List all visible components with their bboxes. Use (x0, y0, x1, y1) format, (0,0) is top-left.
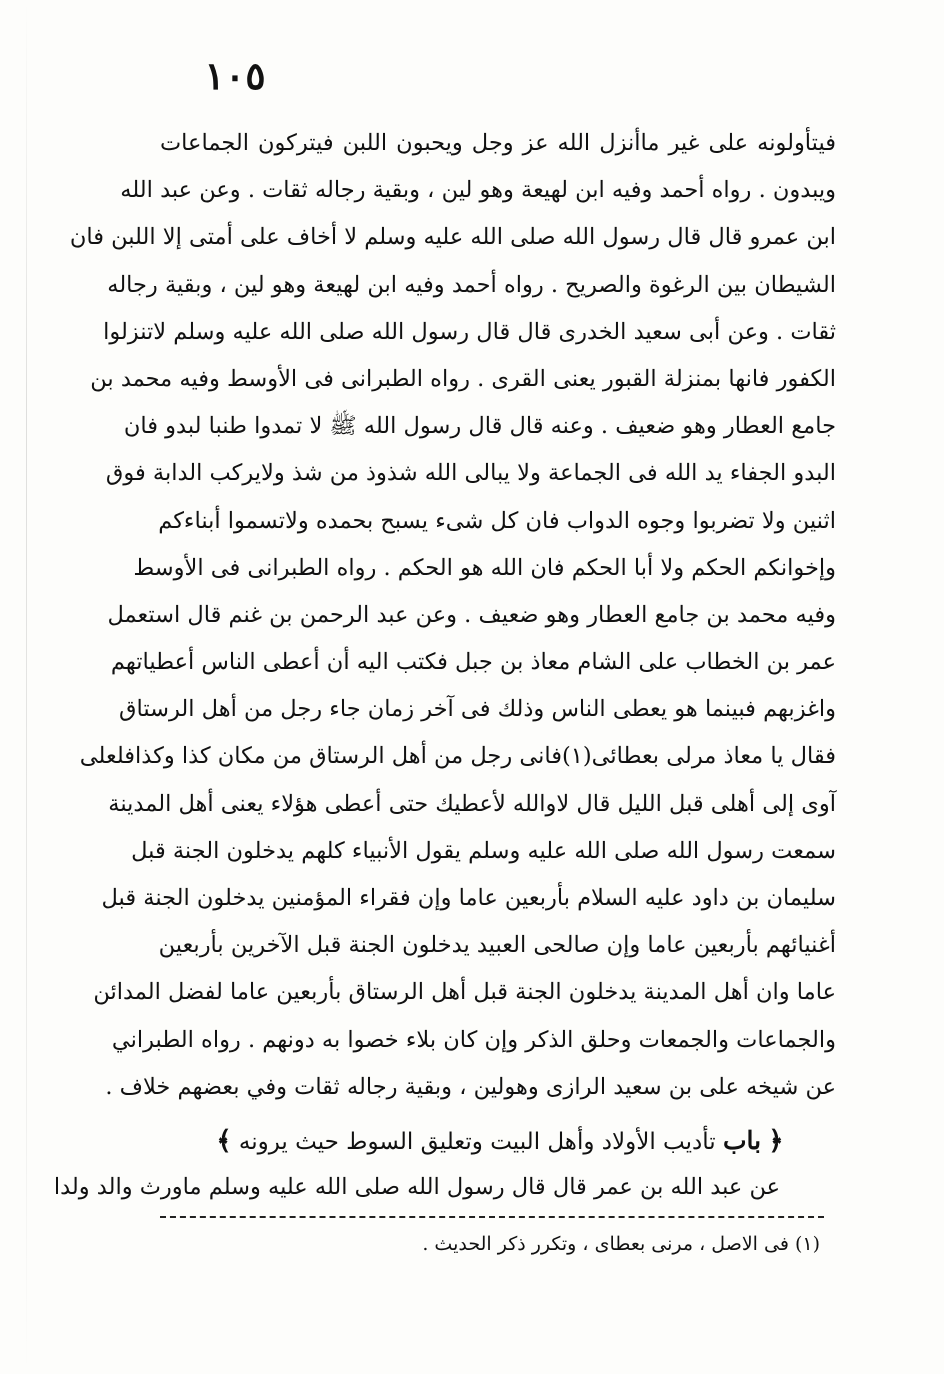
chapter-label: باب (722, 1126, 762, 1155)
page-number: ١٠٥ (204, 53, 266, 98)
text-line: عن شيخه على بن سعيد الرازى وهولين ، وبقية رجاله ثقات وفي بعضهم خلاف . (105, 1073, 836, 1100)
footnote-divider (160, 1216, 824, 1218)
text-line: ثقات . وعن أبى سعيد الخدرى قال قال رسول الله صلى الله عليه وسلم لاتنزلوا (103, 318, 836, 345)
text-line: عمر بن الخطاب على الشام معاذ بن جبل فكتب اليه أن أعطى الناس أعطياتهم (110, 649, 836, 676)
text-line: عاما وان أهل المدينة يدخلون الجنة قبل أهل الرستاق بأربعين عاما لفضل المدائن (93, 979, 836, 1006)
text-line: اثنين ولا تضربوا وجوه الدواب فان كل شىء يسبح بحمده ولاتسموا أبناءكم (158, 507, 836, 534)
text-line: فيتأولونه على غير ماأنزل الله عز وجل ويحبون اللبن فيتركون الجماعات (160, 130, 836, 156)
body-text (69, 120, 836, 1111)
text-line: الشيطان بين الرغوة والصريح . رواه أحمد وفيه ابن لهيعة وهو لين ، وبقية رجاله (107, 271, 836, 298)
text-line: أغنيائهم بأربعين عاما وإن صالحى العبيد يدخلون الجنة قبل الآخرين بأربعين (158, 932, 836, 959)
text-line: جامع العطار وهو ضعيف . وعنه قال قال رسول الله ﷺ لا تمدوا طنبا لبدو فان (123, 413, 836, 440)
text-line: سمعت رسول الله صلى الله عليه وسلم يقول الأنبياء كلهم يدخلون الجنة قبل (131, 837, 836, 864)
text-line: سليمان بن داود عليه السلام بأربعين عاما وإن فقراء المؤمنين يدخلون الجنة قبل (101, 885, 836, 911)
text-line: الكفور فانها بمنزلة القبور يعنى القرى . رواه الطبرانى فى الأوسط وفيه محمد بن (90, 365, 836, 392)
chapter-heading (180, 1120, 820, 1162)
heading-open-bracket: ﴿ (768, 1126, 784, 1156)
chapter-title: تأديب الأولاد وأهل البيت وتعليق السوط حيث يرونه (238, 1129, 716, 1155)
text-line: آوى إلى أهلى قبل الليل قال لاوالله لأعطيك حتى أعطى هؤلاء يعنى أهل المدينة (108, 790, 836, 817)
text-line: والجماعات والجمعات وحلق الذكر وإن كان بلاء خصوا به دونهم . رواه الطبراني (111, 1026, 836, 1053)
text-line: فقال يا معاذ مرلى بعطائى(١)فانى رجل من أهل الرستاق من مكان كذا وكذافلعلى (79, 743, 836, 770)
text-line: البدو الجفاء يد الله فى الجماعة ولا يبالى الله شذوذ من شذ ولايركب الدابة فوق (105, 460, 836, 487)
text-line: ابن عمرو قال قال رسول الله صلى الله عليه وسلم لا أخاف على أمتى إلا اللبن فان (69, 224, 836, 251)
text-line: واغزبهم فبينما هو يعطى الناس وذلك فى آخر زمان جاء رجل من أهل الرستاق (119, 696, 836, 723)
heading-close-bracket: ﴾ (216, 1126, 232, 1156)
footnote: (١) فى الاصل ، مرنى بعطاى ، وتكرر ذكر الحديث . (422, 1233, 820, 1255)
text-line: عن عبد الله بن عمر قال قال رسول الله صلى الله عليه وسلم ماورث والد ولدا (53, 1174, 780, 1200)
text-line: وفيه محمد بن جامع العطار وهو ضعيف . وعن عبد الرحمن بن غنم قال استعمل (107, 601, 836, 628)
scan-edge (26, 0, 27, 1374)
text-line: وإخوانكم الحكم ولا أبا الحكم فان الله هو الحكم . رواه الطبرانى فى الأوسط (133, 554, 836, 581)
text-line: ويبدون . رواه أحمد وفيه ابن لهيعة وهو لين ، وبقية رجاله ثقات . وعن عبد الله (120, 177, 836, 204)
